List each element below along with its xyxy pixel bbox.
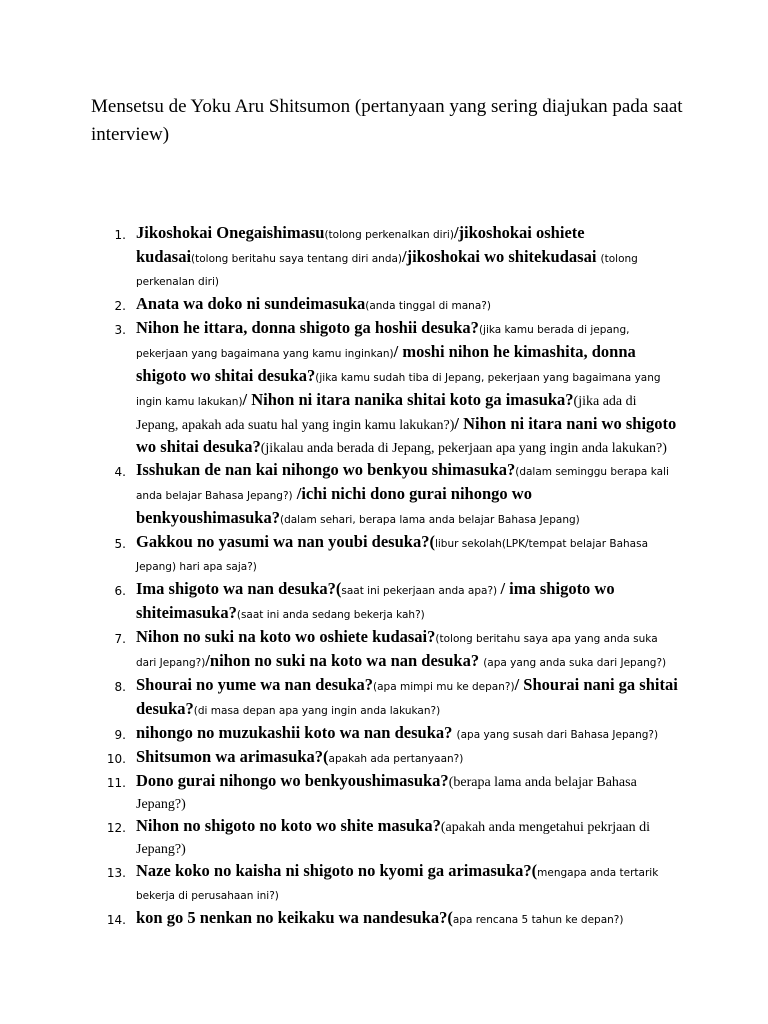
question-translation-text: (tolong perkenalan diri) bbox=[136, 253, 638, 288]
question-item bbox=[0, 531, 768, 578]
question-japanese-text: / Nihon ni itara nani wo shigoto wo shitai desuka? bbox=[136, 414, 677, 456]
question-item bbox=[0, 317, 768, 459]
question-japanese-text: / ima shigoto wo shiteimasuka? bbox=[136, 579, 615, 622]
question-japanese-text: / Nihon ni itara nanika shitai koto ga imasuka? bbox=[242, 390, 574, 409]
question-translation-text: (tolong beritahu saya tentang diri anda) bbox=[191, 253, 403, 265]
question-translation-text: (jika kamu berada di jepang, pekerjaan yang bagaimana yang kamu inginkan) bbox=[136, 324, 630, 360]
question-number: 1. bbox=[114, 228, 126, 242]
question-japanese-text: / moshi nihon he kimashita, donna shigoto wo shitai desuka? bbox=[136, 342, 636, 385]
document-title: Mensetsu de Yoku Aru Shitsumon (pertanyaan yang sering diajukan pada saat interview) bbox=[91, 96, 683, 145]
question-item bbox=[0, 293, 768, 317]
question-translation-text: (tolong beritahu saya apa yang anda suka dari Jepang?) bbox=[136, 633, 658, 669]
question-number: 11. bbox=[106, 776, 126, 790]
question-item bbox=[0, 578, 768, 626]
question-number: 3. bbox=[114, 323, 126, 337]
question-japanese-text: /ichi nichi dono gurai nihongo wo benkyoushimasuka? bbox=[136, 484, 532, 527]
question-item bbox=[0, 860, 768, 907]
question-translation-text: libur sekolah(LPK/tempat belajar Bahasa Jepang) hari apa saja?) bbox=[136, 538, 649, 573]
question-japanese-text: Gakkou no yasumi wa nan youbi desuka?( bbox=[136, 532, 435, 551]
question-translation-text: apa rencana 5 tahun ke depan?) bbox=[452, 914, 624, 926]
question-item bbox=[0, 222, 768, 293]
question-japanese-text: Nihon no shigoto no koto wo shite masuka? bbox=[136, 816, 441, 835]
question-japanese-text: kon go 5 nenkan no keikaku wa nandesuka?( bbox=[136, 908, 453, 927]
question-number: 5. bbox=[114, 537, 126, 551]
question-japanese-text: Shitsumon wa arimasuka?( bbox=[136, 747, 329, 766]
question-translation-text: (apa yang susah dari Bahasa Jepang?) bbox=[456, 729, 659, 741]
question-translation-text: (apa mimpi mu ke depan?) bbox=[373, 681, 515, 693]
question-item bbox=[0, 674, 768, 722]
question-number: 10. bbox=[106, 752, 126, 766]
question-translation-text: (saat ini anda sedang bekerja kah?) bbox=[236, 609, 425, 621]
question-translation-text: (anda tinggal di mana?) bbox=[365, 300, 491, 312]
question-translation-text: saat ini pekerjaan anda apa?) bbox=[341, 585, 501, 597]
question-translation-text: (di masa depan apa yang ingin anda lakukan?) bbox=[193, 705, 441, 717]
question-item bbox=[0, 722, 768, 746]
question-number: 14. bbox=[106, 913, 126, 927]
question-item bbox=[0, 746, 768, 770]
question-item bbox=[0, 815, 768, 860]
question-translation-text: (berapa lama anda belajar Bahasa Jepang?) bbox=[136, 775, 637, 812]
question-number: 8. bbox=[114, 680, 126, 694]
question-japanese-text: Isshukan de nan kai nihongo wo benkyou shimasuka? bbox=[136, 460, 516, 479]
question-item bbox=[0, 770, 768, 815]
question-translation-text: (dalam sehari, berapa lama anda belajar Bahasa Jepang) bbox=[279, 514, 580, 526]
question-translation-text: (jika ada di Jepang, apakah ada suatu hal yang ingin kamu lakukan?) bbox=[136, 394, 637, 433]
question-japanese-text: Nihon he ittara, donna shigoto ga hoshii desuka? bbox=[136, 318, 479, 337]
question-number: 13. bbox=[106, 866, 126, 880]
question-number: 7. bbox=[114, 632, 126, 646]
question-japanese-text: /jikoshokai wo shitekudasai bbox=[402, 247, 601, 266]
question-japanese-text: Ima shigoto wa nan desuka?( bbox=[136, 579, 342, 598]
question-japanese-text: Naze koko no kaisha ni shigoto no kyomi ga arimasuka?( bbox=[136, 861, 538, 880]
question-japanese-text: Shourai no yume wa nan desuka? bbox=[136, 675, 374, 694]
question-translation-text: (jika kamu sudah tiba di Jepang, pekerjaan yang bagaimana yang ingin kamu lakukan) bbox=[136, 372, 661, 408]
question-japanese-text: Jikoshokai Onegaishimasu bbox=[136, 223, 325, 242]
question-number: 12. bbox=[106, 821, 126, 835]
question-japanese-text: /jikoshokai oshiete kudasai bbox=[136, 223, 585, 266]
question-translation-text: (dalam seminggu berapa kali anda belajar Bahasa Jepang?) bbox=[136, 466, 669, 502]
question-translation-text: (apa yang anda suka dari Jepang?) bbox=[483, 657, 667, 669]
question-translation-text: (tolong perkenalkan diri) bbox=[324, 229, 454, 241]
question-item bbox=[0, 459, 768, 531]
question-japanese-text: Nihon no suki na koto wo oshiete kudasai? bbox=[136, 627, 436, 646]
question-number: 2. bbox=[114, 299, 126, 313]
question-translation-text: mengapa anda tertarik bekerja di perusahaan ini?) bbox=[136, 867, 659, 902]
question-japanese-text: / Shourai nani ga shitai desuka? bbox=[136, 675, 678, 718]
question-japanese-text: Anata wa doko ni sundeimasuka bbox=[136, 294, 366, 313]
question-item bbox=[0, 626, 768, 674]
question-japanese-text: /nihon no suki na koto wa nan desuka? bbox=[205, 651, 484, 670]
question-list bbox=[0, 222, 768, 931]
question-number: 6. bbox=[114, 584, 126, 598]
question-japanese-text: Dono gurai nihongo wo benkyoushimasuka? bbox=[136, 771, 449, 790]
question-translation-text: (jikalau anda berada di Jepang, pekerjaan apa yang ingin anda lakukan?) bbox=[260, 441, 667, 456]
question-number: 9. bbox=[114, 728, 126, 742]
question-translation-text: (apakah anda mengetahui pekrjaan di Jepang?) bbox=[136, 820, 650, 857]
question-translation-text: apakah ada pertanyaan?) bbox=[328, 753, 464, 765]
question-number: 4. bbox=[114, 465, 126, 479]
question-japanese-text: nihongo no muzukashii koto wa nan desuka? bbox=[136, 723, 457, 742]
question-item bbox=[0, 907, 768, 931]
